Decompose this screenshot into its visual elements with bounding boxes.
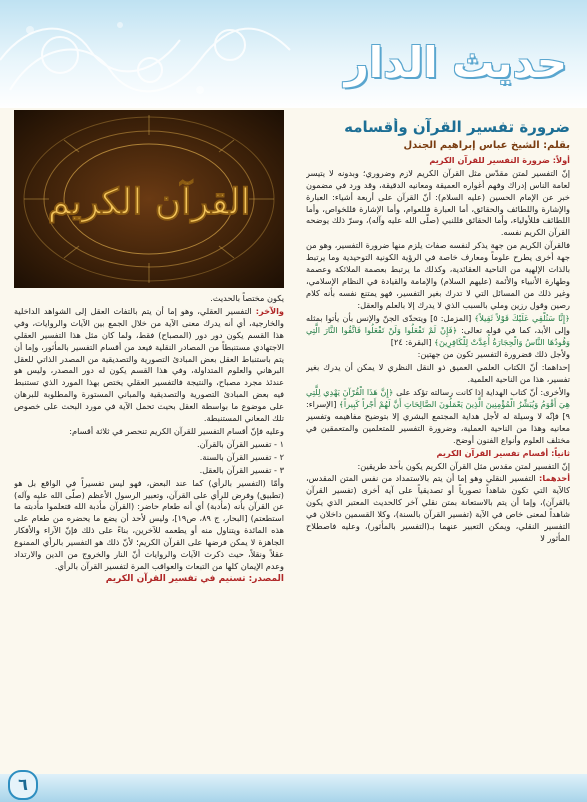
calligraphy-text: القرآن الكريم — [47, 181, 251, 223]
calligraphy-art — [14, 110, 284, 288]
paragraph: يكون مختصاً بالحديث. — [210, 293, 284, 303]
paragraph-text: ويتحدّى الجنّ والإنس بأن يأتوا بمثله وإلى الأبد، كما في قوله تعالى: — [306, 312, 570, 335]
paragraph: ولأجل ذلك فضرورة التفسير تكون من جهتين: — [417, 349, 570, 360]
paragraph: إنّ التفسير لمتن مقدّس مثل القرآن الكريم لازم وضروري؛ وبدونه لا يتيسر لعامة الناس إدراك وفهم أغواره العميقة ومعانيه الدقيقة، وقد ورد في مضمون خبر عن الإمام الحسين (عليه السلام): أنّ القرآن على أربعة أشياء: العبارة والإشارة واللطائف والحقائق، أما العبارة فللعوام، وأما الإشارة فللخواص، وأما اللطائف فللأولياء، وأما الحقائق فللنبي (صلّى الله عليه وآله)، وسرّ ذلك يوضحه القرآن الكريم نفسه. — [306, 167, 570, 238]
article-body — [10, 110, 576, 772]
quran-verse: ﴿فَإِنْ لَمْ تَفْعَلُوا وَلَنْ تَفْعَلُوا فَاتَّقُوا النَّارَ الَّتِي وَقُودُهَا النَّاسُ وَالْحِجَارَةُ أُعِدَّتْ لِلْكَافِرِينَ﴾ — [306, 324, 570, 347]
right-column — [306, 118, 570, 772]
paragraph: إنّ التفسير لمتن مقدس مثل القرآن الكريم يكون بأحد طريقين: — [357, 460, 570, 471]
quran-reference: [المزمل: ٥] — [430, 312, 472, 323]
quran-calligraphy-image — [14, 110, 284, 288]
label-first: أحدهما: — [539, 473, 570, 484]
article-author: بقلم: الشيخ عباس إبراهيم الجندل — [403, 140, 570, 151]
magazine-section-title: حديث الدار — [344, 38, 567, 87]
page-header — [0, 0, 587, 108]
quran-reference: [الإسراء: ٩] — [306, 399, 570, 421]
decorative-arabesque — [0, 0, 300, 108]
left-column — [14, 110, 284, 772]
list-item: ٢ - تفسير القرآن بالسنة. — [199, 451, 284, 462]
paragraph — [306, 387, 570, 447]
paragraph-text: فإنّه لا وسيلة له لأجل هداية المجتمع البشري إلا بتوضيح مفاهيمه وتفسير معانيه وهذا من الناحية العملية، وضرورة التفسير للمتعلمين والمتعمقين في مختلف العلوم وأنواع الفنون أوضح. — [306, 410, 570, 445]
section1-heading: أولاً: ضرورة التفسير للقرآن الكريم — [429, 154, 570, 165]
quran-reference: [البقرة: ٢٤] — [390, 336, 432, 347]
quran-verse: ﴿إِنَّا سَنُلْقِي عَلَيْكَ قَوْلاً ثَقِيلاً﴾ — [474, 312, 570, 323]
quran-verse: ﴿إِنَّ هَذَا الْقُرْآنَ يَهْدِي لِلَّتِي هِيَ أَقْوَمُ وَيُبَشِّرُ الْمُؤْمِنِينَ الَّذِينَ يَعْمَلُونَ الصَّالِحَاتِ أَنَّ لَهُمْ أَجْراً كَبِيراً﴾ — [306, 387, 570, 410]
paragraph — [306, 313, 570, 349]
page-number: ٦ — [8, 770, 38, 800]
source-note: المصدر: تسنيم في تفسير القرآن الكريم — [105, 573, 284, 584]
article-title: ضرورة تفسير القرآن وأقسامه — [344, 118, 570, 136]
paragraph: وعليه فإنّ أقسام التفسير للقرآن الكريم تنحصر في ثلاثة أقسام: — [69, 425, 284, 436]
paragraph-text: والأخرى: أنّ كتاب الهداية إذا كانت رسالته تؤكد على — [396, 387, 570, 398]
paragraph: وأمّا (التفسير بالرأي) كما عند البعض، فهو ليس تفسيراً في الواقع بل هو (تطبيق) وفرض للرأي على القرآن، وتعبير الرسول الأعظم (صلّى الله عليه وآله) عن القرآن بأنه (مأدبة) أي أنه طعام حاضر: (القرآن مأدبة الله فتعلموا مأدبته ما استطعتم) [البحار، ج ٨٩، ص١٩]، وليس لأحد أن يضع ما يحضره من طعام على هذه المائدة ويتناول منه أو يطعمه للآخرين، بناءً على ذلك فإنّ الآراء والأفكار الجاهزة لا يمكن فرضها على القرآن الكريم؛ لأنّ ذلك هو التفسير بالرأي الممنوع عقلاً ونقلاً، حيث ذكرت الآيات والروايات أنّ النار والخروج من الدين والارتداد وعدم الإيمان كلها من التبعات والعواقب المرة لتفسير القرآن بالرأي. — [14, 477, 284, 571]
paragraph: فالقرآن الكريم من جهة يذكر لنفسه صفات يلزم منها ضرورة التفسير، وهو من جهة أخرى يطرح علوماً ومعارف خاصة في الرؤية الكونية التوحيدية وما يرتبط بالذات الإلهية من الناحية العقائدية، وكذلك ما يرتبط بعصمة الملائكة وعصمة وطهارة الأنبياء والأئمة (عليهم السلام) والإمامة والقيادة في النظام الإسلامي، وغير ذلك من المسائل التي لا تدرك بغير التفسير، فهو يمتنع نفسه بأنه كلام رصين وقول رزين وملي بالسبب الذي لا يدرك إلا بالعلم والعقل: — [306, 240, 570, 310]
label-other: والآخر: — [255, 305, 284, 316]
page-footer — [0, 774, 587, 802]
paragraph — [306, 473, 570, 544]
section2-heading: ثانياً: أقسام تفسير القرآن الكريم — [436, 447, 570, 458]
paragraph: إحداهما: أنّ الكتاب العلمي العميق ذو النقل النظري لا يمكن أن يدرك بغير تفسير، هذا من الناحية العلمية. — [306, 362, 570, 385]
list-item: ١ - تفسير القرآن بالقرآن. — [196, 438, 284, 449]
paragraph-text: التفسير النقلي وهو إما أن يتم بالاستمداد من نفس المتن المقدس، كالآية التي تكون شاهداً تصورياً أو تصديقياً على آية أخرى (تفسير القرآن بالقرآن)، وإما أن يتم بالاستعانة بمتن نقلي آخر كالحديث المعتبر الذي يكون شاهداً لمعنى خاص في الآية (تفسير القرآن بالسنة)، وكلا القسمين داخلان في التفسير النقلي، ويمكن التعبير عنهما بـ(التفسير بالمأثور)، وعليه فاصطلاح المأثور لا — [306, 473, 570, 543]
paragraph-text: التفسير العقلي، وهو إما أن يتم بالتفات العقل إلى الشواهد الداخلية والخارجية، أي أنه يدرك معنى الآية من خلال الجمع بين الآيات والروايات، وفي هذا القسم يكون دور دور (المصباح) فقط، ولما كان مثل هذا التفسير العقلي الاجتهادي مستنبطاً من المصادر النقلية فيعد من أقسام التفسير بالمأثور، وإما أن يتم باستنباط العقل بعض المبادئ التصورية والتصديقية من المصدر الذاتي للعقل البرهاني والعلوم المتداولة، وفي هذا القسم يكون له دور المصدر، وليس هو عندئذ مجرد مصباح، والنتيجة فالتفسير العقلي يختص بهذا المورد الذي تستنبط فيه بعض المبادئ التصورية والتصديقية والمباني المستورة والمطلوبة للبرهان على موضوع ما بواسطة العقل بحيث تحمل الآية في مورد البحث على خصوص تلك المعاني المستنبطة. — [14, 305, 284, 424]
list-item: ٣ - تفسير القرآن بالعقل. — [199, 464, 284, 475]
paragraph — [14, 306, 284, 425]
